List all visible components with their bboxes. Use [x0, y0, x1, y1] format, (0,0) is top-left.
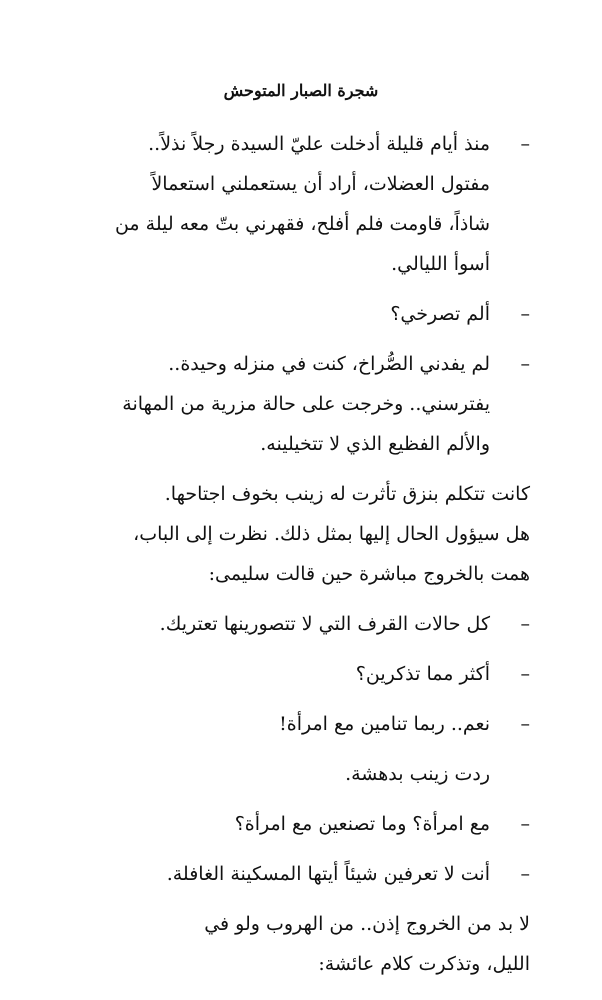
text-line: نعم.. ربما تنامين مع امرأة! — [279, 713, 490, 735]
narration-paragraph — [82, 754, 530, 794]
text-line: لم يفدني الصُّراخ، كنت في منزله وحيدة.. — [168, 353, 490, 375]
dialogue-line — [82, 124, 530, 284]
dialogue-line — [82, 294, 530, 334]
dialogue-dash: – — [520, 353, 530, 375]
text-line: مفتول العضلات، أراد أن يستعملني استعمالاً — [151, 173, 490, 195]
dialogue-line — [82, 654, 530, 694]
text-line: منذ أيام قليلة أدخلت عليّ السيدة رجلاً نذلاً.. — [148, 133, 490, 155]
narration-paragraph — [82, 474, 530, 594]
page-body — [82, 124, 530, 994]
text-line: مع امرأة؟ وما تصنعين مع امرأة؟ — [234, 813, 490, 835]
text-line: أكثر مما تذكرين؟ — [355, 663, 490, 685]
dialogue-dash: – — [520, 133, 530, 155]
page-title: شجرة الصبار المتوحش — [223, 81, 379, 100]
text-line: يفترسني.. وخرجت على حالة مزرية من المهانة — [122, 393, 490, 415]
dialogue-dash: – — [520, 713, 530, 735]
dialogue-line — [82, 854, 530, 894]
dialogue-dash: – — [520, 663, 530, 685]
text-line: أنت لا تعرفين شيئاً أيتها المسكينة الغافلة. — [166, 863, 490, 885]
dialogue-dash: – — [520, 863, 530, 885]
text-line: أسوأ الليالي. — [391, 253, 490, 275]
text-line: كل حالات القرف التي لا تتصورينها تعتريك. — [159, 613, 490, 635]
text-line: ألم تصرخي؟ — [390, 303, 490, 325]
narration-paragraph — [82, 904, 530, 984]
dialogue-dash: – — [520, 613, 530, 635]
text-line: لا بد من الخروج إذن.. من الهروب ولو في — [204, 913, 530, 935]
dialogue-line — [82, 704, 530, 744]
dialogue-dash: – — [520, 813, 530, 835]
text-line: همت بالخروج مباشرة حين قالت سليمى: — [208, 563, 530, 585]
text-line: شاذاً، قاومت فلم أفلح، فقهرني بتّ معه ليلة من — [114, 213, 490, 235]
dialogue-line — [82, 344, 530, 464]
text-line: والألم الفظيع الذي لا تتخيلينه. — [260, 433, 490, 455]
dialogue-line — [82, 804, 530, 844]
dialogue-line — [82, 604, 530, 644]
dialogue-dash: – — [520, 303, 530, 325]
text-line: الليل، وتذكرت كلام عائشة: — [318, 953, 530, 975]
text-line: ردت زينب بدهشة. — [345, 763, 490, 785]
text-line: كانت تتكلم بنزق تأثرت له زينب بخوف اجتاحها. — [164, 483, 530, 505]
text-line: هل سيؤول الحال إليها بمثل ذلك. نظرت إلى الباب، — [133, 523, 530, 545]
